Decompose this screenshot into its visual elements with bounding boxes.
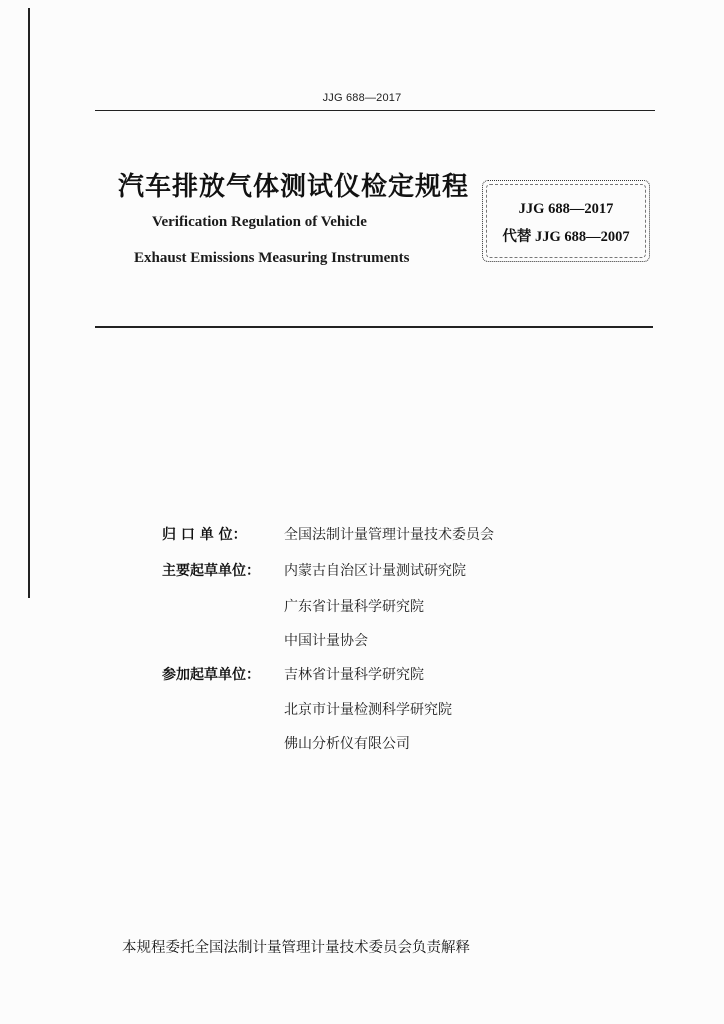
participating-unit: 佛山分析仪有限公司 (284, 736, 410, 752)
main-drafting-unit-label: 主要起草单位： (162, 563, 260, 579)
header-standard-code: JJG 688—2017 (322, 92, 402, 104)
participating-unit: 北京市计量检测科学研究院 (284, 702, 452, 718)
header-rule (95, 110, 655, 111)
title-english-line-2: Exhaust Emissions Measuring Instruments (134, 250, 410, 266)
responsible-unit-label: 归 口 单 位： (162, 527, 247, 543)
drafting-unit: 内蒙古自治区计量测试研究院 (284, 563, 466, 579)
code-box-inner-border (486, 184, 646, 258)
standard-code-box (482, 180, 650, 262)
title-chinese: 汽车排放气体测试仪检定规程 (118, 172, 470, 202)
drafting-unit: 中国计量协会 (284, 633, 368, 649)
participating-unit: 吉林省计量科学研究院 (284, 667, 424, 683)
interpretation-note: 本规程委托全国法制计量管理计量技术委员会负责解释 (122, 940, 470, 956)
drafting-unit: 广东省计量科学研究院 (284, 599, 424, 615)
title-section-rule (95, 326, 653, 328)
participating-unit-label: 参加起草单位： (162, 667, 260, 683)
standard-number: JJG 688—2017 (518, 201, 614, 217)
title-english-line-1: Verification Regulation of Vehicle (152, 214, 367, 230)
responsible-unit: 全国法制计量管理计量技术委员会 (284, 527, 494, 543)
replaces-standard: 代替 JJG 688—2007 (502, 229, 630, 245)
